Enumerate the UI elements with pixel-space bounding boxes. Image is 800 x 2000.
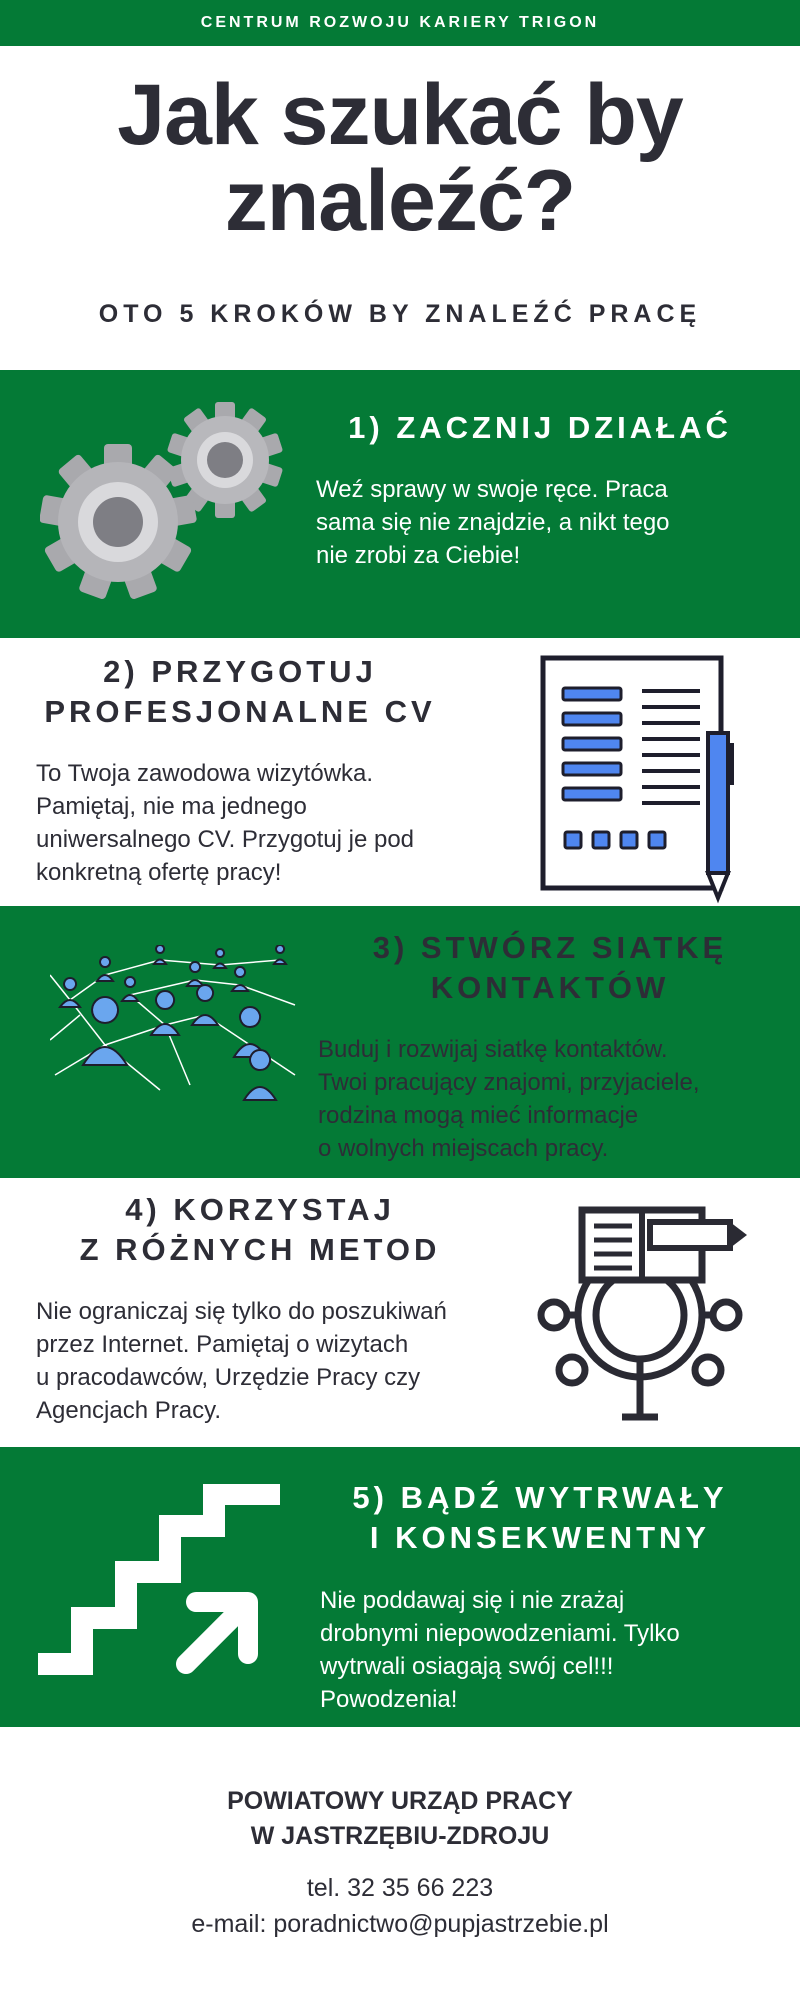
step-2-heading: 2) PRZYGOTUJ PROFESJONALNE CV — [44, 654, 436, 729]
page-title — [40, 67, 760, 249]
cv-document-pen-icon — [540, 655, 740, 905]
title-line-1: Jak szukać by — [117, 67, 683, 163]
step-5-text: Nie poddawaj się i nie zrażaj drobnymi niepowodzeniami. Tylko wytrwali osiagają swój cel!!! Powodzenia! — [320, 1587, 680, 1713]
step-1-text: Weź sprawy w swoje ręce. Praca sama się nie znajdzie, a nikt tego nie zrobi za Ciebie! — [316, 476, 670, 569]
footer-email: e-mail: poradnictwo@pupjastrzebie.pl — [191, 1910, 609, 1938]
org-name: CENTRUM ROZWOJU KARIERY TRIGON — [200, 14, 600, 31]
step-3-text: Buduj i rozwijaj siatkę kontaktów. Twoi pracujący znajomi, przyjaciele, rodzina mogą mieć informacje o wolnych miejscach pracy. — [318, 1036, 700, 1162]
page-subtitle: OTO 5 KROKÓW BY ZNALEŹĆ PRACĘ — [98, 300, 702, 328]
footer-phone: tel. 32 35 66 223 — [306, 1874, 494, 1902]
step-5-heading: 5) BĄDŹ WYTRWAŁY I KONSEKWENTNY — [352, 1480, 728, 1555]
step-4-heading: 4) KORZYSTAJ Z RÓŻNYCH METOD — [79, 1192, 441, 1267]
people-network-icon — [50, 945, 300, 1105]
step-4-text: Nie ograniczaj się tylko do poszukiwań przez Internet. Pamiętaj o wizytach u pracodawców, Urzędzie Pracy czy Agencjach Pracy. — [36, 1298, 447, 1424]
top-bar — [0, 0, 800, 46]
footer-office-name: POWIATOWY URZĄD PRACY W JASTRZĘBIU-ZDROJU — [227, 1787, 573, 1850]
footer-contact — [100, 1870, 700, 1942]
step-2-text: To Twoja zawodowa wizytówka. Pamiętaj, nie ma jednego uniwersalnego CV. Przygotuj je pod konkretną ofertę pracy! — [36, 760, 415, 886]
step-3-heading: 3) STWÓRZ SIATKĘ KONTAKTÓW — [372, 930, 728, 1005]
title-line-2: znaleźć? — [224, 153, 576, 249]
gears-icon — [40, 400, 290, 600]
methods-research-icon — [532, 1200, 752, 1425]
step-1-heading: 1) ZACZNIJ DZIAŁAĆ — [348, 410, 732, 445]
stairs-arrow-icon — [38, 1484, 288, 1684]
